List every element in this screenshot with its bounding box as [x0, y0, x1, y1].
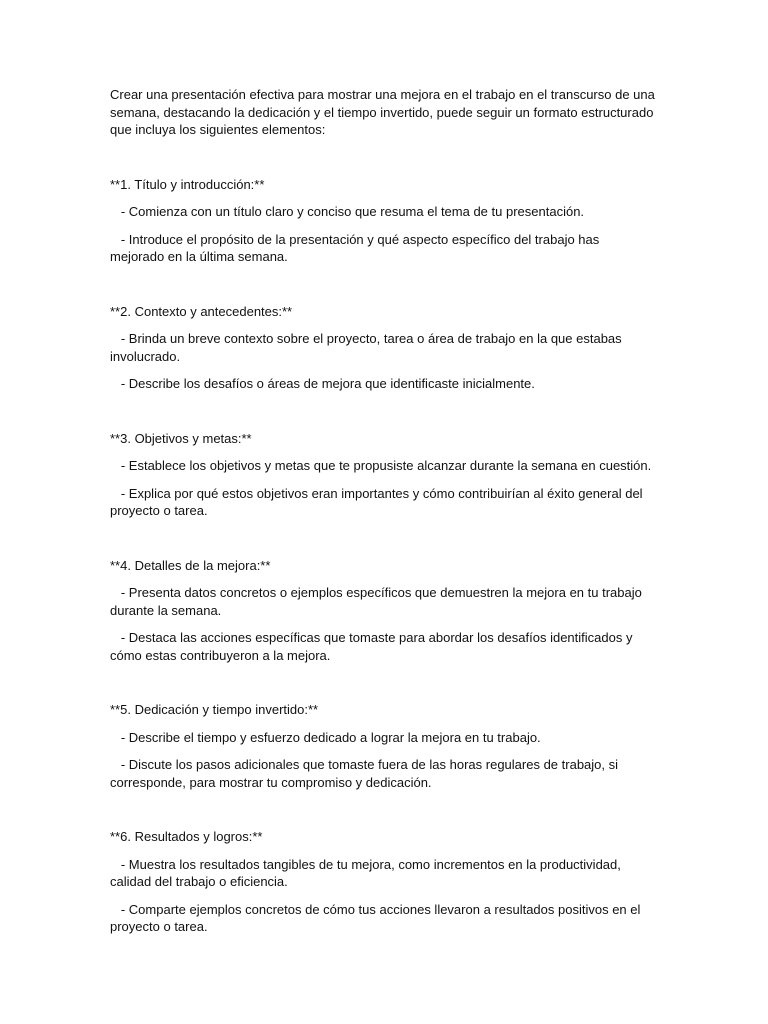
section-2: [110, 303, 655, 393]
section-1: [110, 176, 655, 266]
section-bullet: - Describe los desafíos o áreas de mejora que identificaste inicialmente.: [110, 376, 535, 391]
section-bullet: - Comienza con un título claro y conciso que resuma el tema de tu presentación.: [110, 204, 585, 219]
section-heading: **3. Objetivos y metas:**: [110, 430, 252, 446]
section-heading: **6. Resultados y logros:**: [110, 829, 263, 844]
document-body: [110, 86, 659, 936]
section-bullet: - Muestra los resultados tangibles de tu mejora, como incrementos en la productividad, calidad del trabajo o eficiencia.: [110, 856, 625, 889]
section-5: [110, 701, 655, 791]
section-bullet: - Destaca las acciones específicas que tomaste para abordar los desafíos identificados y cómo estas contribuyeron a la mejora.: [110, 630, 637, 663]
section-bullet: - Presenta datos concretos o ejemplos específicos que demuestren la mejora en tu trabajo durante la semana.: [110, 585, 646, 618]
section-6: [110, 828, 655, 936]
section-bullet: - Introduce el propósito de la presentación y qué aspecto específico del trabajo has mejorado en la última semana.: [110, 231, 603, 264]
section-bullet: - Discute los pasos adicionales que tomaste fuera de las horas regulares de trabajo, si corresponde, para mostrar tu compromiso y dedicación.: [110, 757, 622, 790]
section-heading: **1. Título y introducción:**: [110, 176, 265, 192]
section-heading: **2. Contexto y antecedentes:**: [110, 303, 293, 319]
section-bullet: - Comparte ejemplos concretos de cómo tus acciones llevaron a resultados positivos en el proyecto o tarea.: [110, 901, 645, 934]
section-bullet: - Brinda un breve contexto sobre el proyecto, tarea o área de trabajo en la que estabas involucrado.: [110, 331, 626, 364]
section-bullet: - Establece los objetivos y metas que te propusiste alcanzar durante la semana en cuestión.: [110, 458, 652, 473]
section-4: [110, 557, 655, 665]
intro-paragraph: Crear una presentación efectiva para mostrar una mejora en el trabajo en el transcurso de una semana, destacando la dedicación y el tiempo invertido, puede seguir un formato estructurado que incluya los siguientes elementos:: [110, 87, 659, 137]
section-bullet: - Describe el tiempo y esfuerzo dedicado a lograr la mejora en tu trabajo.: [110, 729, 541, 745]
section-heading: **4. Detalles de la mejora:**: [110, 557, 271, 573]
section-3: [110, 430, 655, 520]
section-bullet: - Explica por qué estos objetivos eran importantes y cómo contribuirían al éxito general del proyecto o tarea.: [110, 485, 647, 518]
section-heading: **5. Dedicación y tiempo invertido:**: [110, 702, 319, 717]
